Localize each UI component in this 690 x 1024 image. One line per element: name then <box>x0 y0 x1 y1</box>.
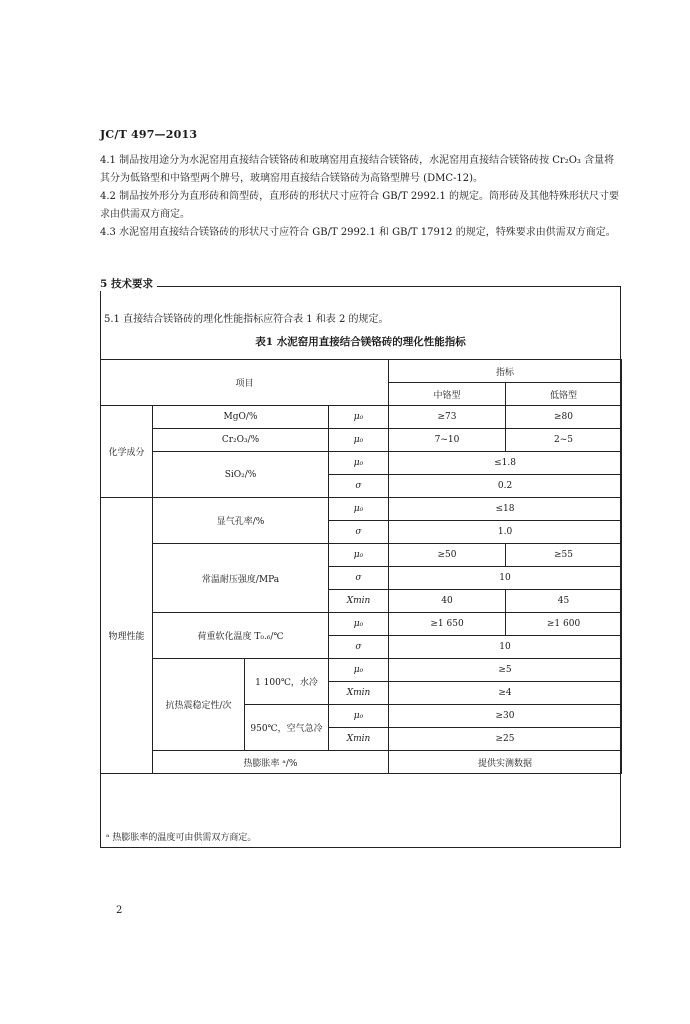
row-shock-sym1a: μ₀ <box>329 659 389 682</box>
row-shock-sym2a: μ₀ <box>329 705 389 728</box>
clause-4-1: 4.1 制品按用途分为水泥窑用直接结合镁铬砖和玻璃窑用直接结合镁铬砖，水泥窑用直接结合镁铬砖按 Cr₂O₃ 含量将其分为低铬型和中铬型两个牌号，玻璃窑用直接结合镁铬砖为高铬型牌号 (DMC-12)。 <box>100 155 615 184</box>
row-refr-sym2: σ <box>329 636 389 659</box>
row-strength-mid1: ≥50 <box>389 544 506 567</box>
row-strength-mid3: 40 <box>389 590 506 613</box>
row-refr-mid1: ≥1 650 <box>389 613 506 636</box>
row-strength-low1: ≥55 <box>506 544 622 567</box>
clause-4-2: 4.2 制品按外形分为直形砖和筒型砖，直形砖的形状尺寸应符合 GB/T 2992.1 的规定。筒形砖及其他特殊形状尺寸要求由供需双方商定。 <box>100 191 619 220</box>
row-mgo-sym: μ₀ <box>329 406 389 429</box>
row-sio2-label: SiO₂/% <box>153 452 329 498</box>
row-mgo-mid: ≥73 <box>389 406 506 429</box>
head-mid-chrome: 中铬型 <box>389 383 506 406</box>
row-refr-val2: 10 <box>389 636 622 659</box>
row-shock-val2a: ≥30 <box>389 705 622 728</box>
row-expansion-label: 热膨胀率 ᵃ/% <box>153 751 389 774</box>
clause-4-3: 4.3 水泥窑用直接结合镁铬砖的形状尺寸应符合 GB/T 2992.1 和 GB/T 17912 的规定，特殊要求由供需双方商定。 <box>100 227 616 238</box>
row-sio2-val1: ≤1.8 <box>389 452 622 475</box>
clause-5-1: 5.1 直接结合镁铬砖的理化性能指标应符合表 1 和表 2 的规定。 <box>104 314 389 325</box>
row-shock-cond1: 1 100℃，水冷 <box>245 659 329 705</box>
row-porosity-sym1: μ₀ <box>329 498 389 521</box>
clause-4-text <box>100 152 620 242</box>
row-sio2-val2: 0.2 <box>389 475 622 498</box>
head-item: 项目 <box>101 360 389 406</box>
row-strength-label: 常温耐压强度/MPa <box>153 544 329 613</box>
row-strength-sym1: μ₀ <box>329 544 389 567</box>
section-title: 5 技术要求 <box>100 276 157 291</box>
row-sio2-sym2: σ <box>329 475 389 498</box>
row-mgo-label: MgO/% <box>153 406 329 429</box>
group-chemical: 化学成分 <box>101 406 153 498</box>
row-shock-sym1b: Xmin <box>329 682 389 705</box>
row-mgo-low: ≥80 <box>506 406 622 429</box>
row-shock-val1a: ≥5 <box>389 659 622 682</box>
row-cr2o3-sym: μ₀ <box>329 429 389 452</box>
row-porosity-val2: 1.0 <box>389 521 622 544</box>
standard-code: JC/T 497—2013 <box>100 128 198 141</box>
row-shock-val2b: ≥25 <box>389 728 622 751</box>
table-footnote: ᵃ 热膨胀率的温度可由供需双方商定。 <box>106 833 257 843</box>
row-strength-sym2: σ <box>329 567 389 590</box>
row-cr2o3-low: 2~5 <box>506 429 622 452</box>
row-strength-val2: 10 <box>389 567 622 590</box>
row-porosity-sym2: σ <box>329 521 389 544</box>
table-caption: 表1 水泥窑用直接结合镁铬砖的理化性能指标 <box>255 336 466 348</box>
row-shock-cond2: 950℃，空气急冷 <box>245 705 329 751</box>
row-refr-low1: ≥1 600 <box>506 613 622 636</box>
row-refr-sym1: μ₀ <box>329 613 389 636</box>
head-low-chrome: 低铬型 <box>506 383 622 406</box>
row-strength-low3: 45 <box>506 590 622 613</box>
row-shock-sym2b: Xmin <box>329 728 389 751</box>
row-porosity-label: 显气孔率/% <box>153 498 329 544</box>
page-number: 2 <box>116 905 123 916</box>
row-shock-label: 抗热震稳定性/次 <box>153 659 245 751</box>
row-cr2o3-label: Cr₂O₃/% <box>153 429 329 452</box>
row-sio2-sym1: μ₀ <box>329 452 389 475</box>
row-cr2o3-mid: 7~10 <box>389 429 506 452</box>
row-porosity-val1: ≤18 <box>389 498 622 521</box>
row-strength-sym3: Xmin <box>329 590 389 613</box>
row-shock-val1b: ≥4 <box>389 682 622 705</box>
property-table <box>100 359 622 774</box>
row-refr-label: 荷重软化温度 T₀.₆/℃ <box>153 613 329 659</box>
group-physical: 物理性能 <box>101 498 153 774</box>
head-index: 指标 <box>389 360 622 383</box>
row-expansion-val: 提供实测数据 <box>389 751 622 774</box>
